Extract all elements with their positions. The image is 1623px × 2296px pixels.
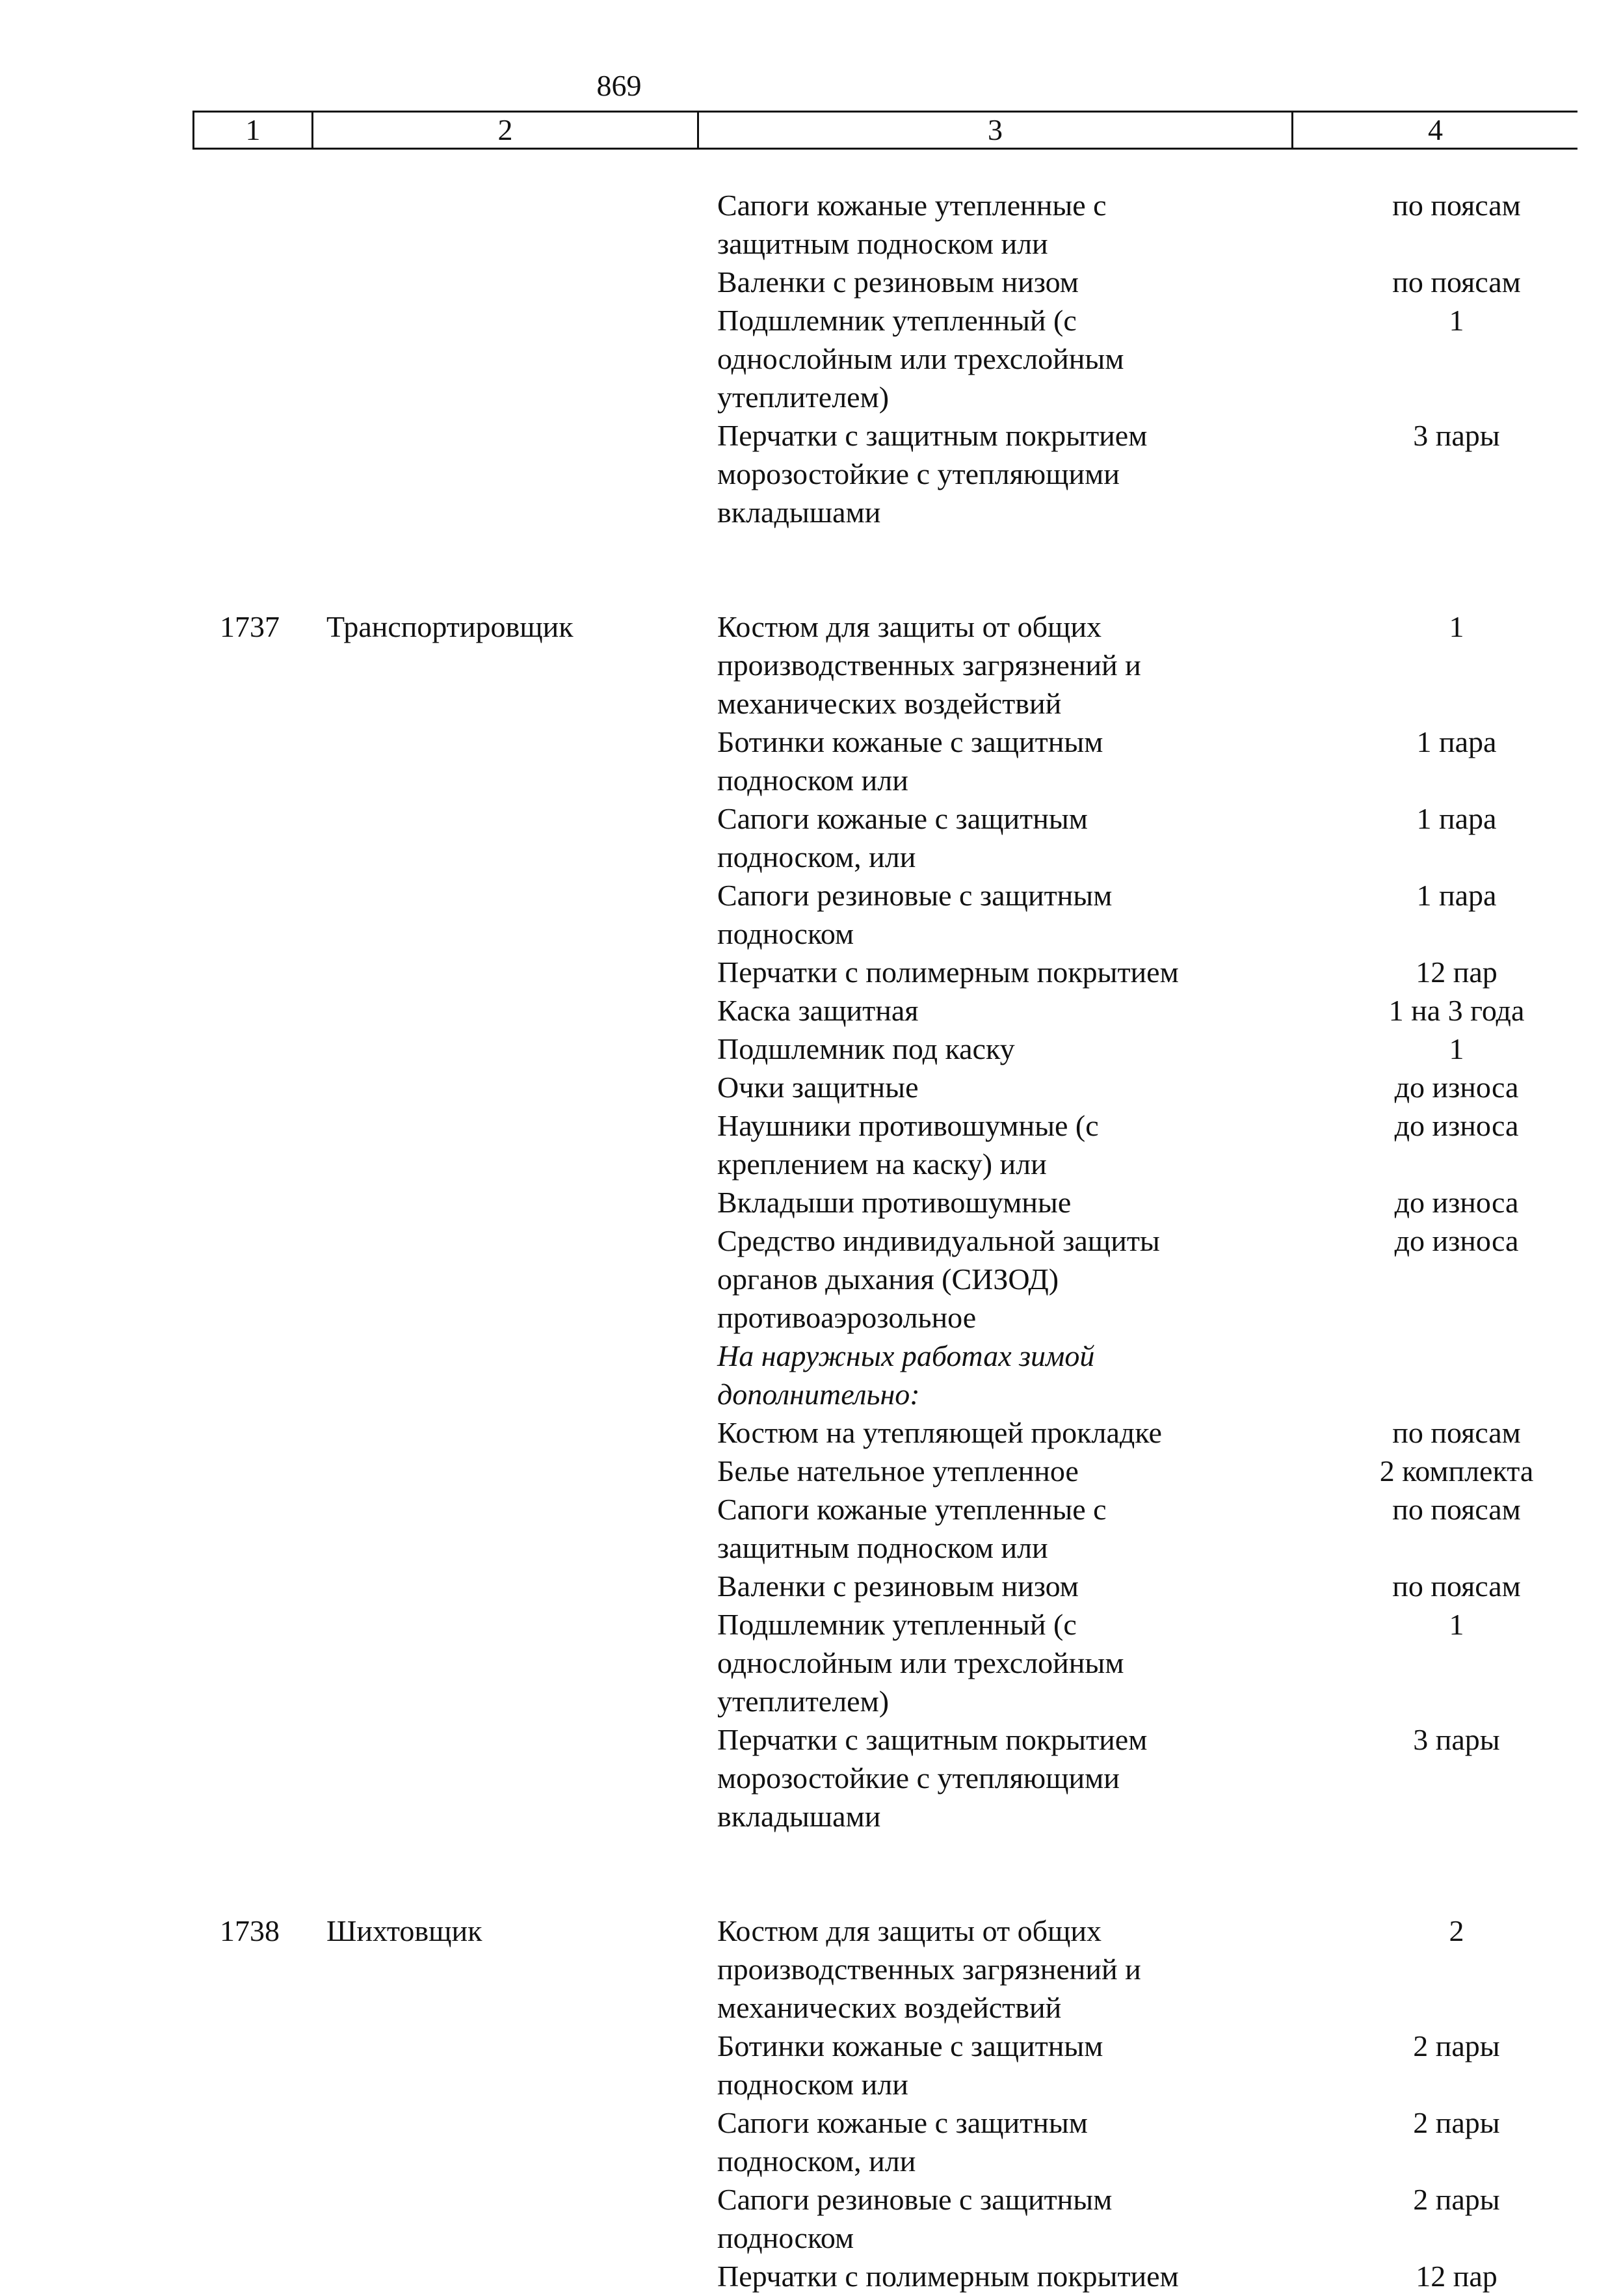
ppe-item-line: Перчатки с полимерным покрытием [717, 955, 1179, 989]
ppe-item-line: креплением на каску) или [717, 1147, 1047, 1181]
issue-norm: 3 пары [1413, 419, 1500, 452]
ppe-item-line: Подшлемник утепленный (с [717, 304, 1077, 337]
ppe-item-line: Ботинки кожаные с защитным [717, 725, 1103, 758]
header-col-2: 2 [313, 113, 699, 148]
ppe-item-line: вкладышами [717, 496, 881, 529]
ppe-item-line: Костюм для защиты от общих [717, 610, 1102, 643]
header-col-1: 1 [194, 113, 313, 148]
ppe-item-line: производственных загрязнений и [717, 648, 1141, 682]
ppe-item-line: защитным подноском или [717, 227, 1048, 260]
ppe-item-line: Каска защитная [717, 994, 919, 1027]
ppe-item-line: Средство индивидуальной защиты [717, 1224, 1160, 1257]
page-number: 869 [596, 69, 642, 102]
ppe-item-line: механических воздействий [717, 1991, 1062, 2024]
section-note-line: дополнительно: [717, 1378, 920, 1411]
issue-norm: по поясам [1392, 1569, 1521, 1603]
ppe-item-line: Перчатки с полимерным покрытием [717, 2260, 1179, 2293]
issue-norm: 2 пары [1413, 2106, 1500, 2139]
issue-norm: 1 [1449, 1032, 1464, 1065]
ppe-item-line: органов дыхания (СИЗОД) [717, 1262, 1059, 1296]
section-note-line: На наружных работах зимой [717, 1339, 1095, 1372]
header-col-3: 3 [699, 113, 1293, 148]
ppe-item-line: Ботинки кожаные с защитным [717, 2029, 1103, 2062]
issue-norm: 2 пары [1413, 2183, 1500, 2216]
ppe-item-line: утеплителем) [717, 380, 890, 414]
issue-norm: 1 пара [1416, 879, 1497, 912]
profession-name: Транспортировщик [326, 610, 574, 643]
ppe-item-line: Подшлемник утепленный (с [717, 1608, 1077, 1641]
ppe-item-line: Сапоги кожаные с защитным [717, 2106, 1088, 2139]
issue-norm: 2 пары [1413, 2029, 1500, 2062]
ppe-item-line: Перчатки с защитным покрытием [717, 419, 1148, 452]
issue-norm: по поясам [1392, 265, 1521, 299]
ppe-item-line: морозостойкие с утепляющими [717, 457, 1120, 490]
ppe-item-line: Перчатки с защитным покрытием [717, 1723, 1148, 1756]
issue-norm: 12 пар [1416, 955, 1498, 989]
ppe-item-line: однослойным или трехслойным [717, 342, 1124, 375]
issue-norm: 12 пар [1416, 2260, 1498, 2293]
ppe-item-line: защитным подноском или [717, 1531, 1048, 1564]
ppe-item-line: Костюм на утепляющей прокладке [717, 1416, 1162, 1449]
issue-norm: по поясам [1392, 1493, 1521, 1526]
ppe-item-line: производственных загрязнений и [717, 1953, 1141, 1986]
issue-norm: 1 на 3 года [1388, 994, 1525, 1027]
ppe-item-line: подноском или [717, 2068, 908, 2101]
profession-code: 1738 [220, 1914, 280, 1947]
issue-norm: 3 пары [1413, 1723, 1500, 1756]
issue-norm: 1 пара [1416, 802, 1497, 835]
ppe-item-line: утеплителем) [717, 1685, 890, 1718]
ppe-item-line: Костюм для защиты от общих [717, 1914, 1102, 1947]
ppe-item-line: однослойным или трехслойным [717, 1646, 1124, 1679]
ppe-item-line: Наушники противошумные (с [717, 1109, 1099, 1142]
issue-norm: до износа [1394, 1224, 1519, 1257]
ppe-item-line: вкладышами [717, 1800, 881, 1833]
ppe-item-line: морозостойкие с утепляющими [717, 1761, 1120, 1795]
issue-norm: 1 пара [1416, 725, 1497, 758]
ppe-item-line: Подшлемник под каску [717, 1032, 1015, 1065]
ppe-item-line: Валенки с резиновым низом [717, 265, 1079, 299]
issue-norm: по поясам [1392, 189, 1521, 222]
profession-name: Шихтовщик [326, 1914, 482, 1947]
table-header-row [192, 111, 1577, 150]
ppe-item-line: противоаэрозольное [717, 1301, 977, 1334]
issue-norm: 2 комплекта [1379, 1454, 1534, 1488]
ppe-item-line: Сапоги кожаные утепленные с [717, 1493, 1107, 1526]
issue-norm: до износа [1394, 1071, 1519, 1104]
ppe-item-line: Сапоги кожаные утепленные с [717, 189, 1107, 222]
ppe-item-line: Сапоги резиновые с защитным [717, 879, 1113, 912]
ppe-item-line: Очки защитные [717, 1071, 919, 1104]
issue-norm: 2 [1449, 1914, 1464, 1947]
issue-norm: 1 [1449, 610, 1464, 643]
ppe-item-line: Валенки с резиновым низом [717, 1569, 1079, 1603]
issue-norm: 1 [1449, 304, 1464, 337]
ppe-item-line: Сапоги кожаные с защитным [717, 802, 1088, 835]
ppe-item-line: подноском, или [717, 2144, 916, 2178]
profession-code: 1737 [220, 610, 280, 643]
ppe-item-line: подноском, или [717, 840, 916, 874]
issue-norm: до износа [1394, 1109, 1519, 1142]
ppe-item-line: подноском или [717, 764, 908, 797]
issue-norm: по поясам [1392, 1416, 1521, 1449]
issue-norm: 1 [1449, 1608, 1464, 1641]
ppe-item-line: Белье нательное утепленное [717, 1454, 1079, 1488]
ppe-item-line: Вкладыши противошумные [717, 1186, 1072, 1219]
header-col-4: 4 [1428, 113, 1443, 146]
ppe-item-line: Сапоги резиновые с защитным [717, 2183, 1113, 2216]
ppe-item-line: подноском [717, 917, 854, 950]
ppe-item-line: подноском [717, 2221, 854, 2254]
issue-norm: до износа [1394, 1186, 1519, 1219]
ppe-item-line: механических воздействий [717, 687, 1062, 720]
